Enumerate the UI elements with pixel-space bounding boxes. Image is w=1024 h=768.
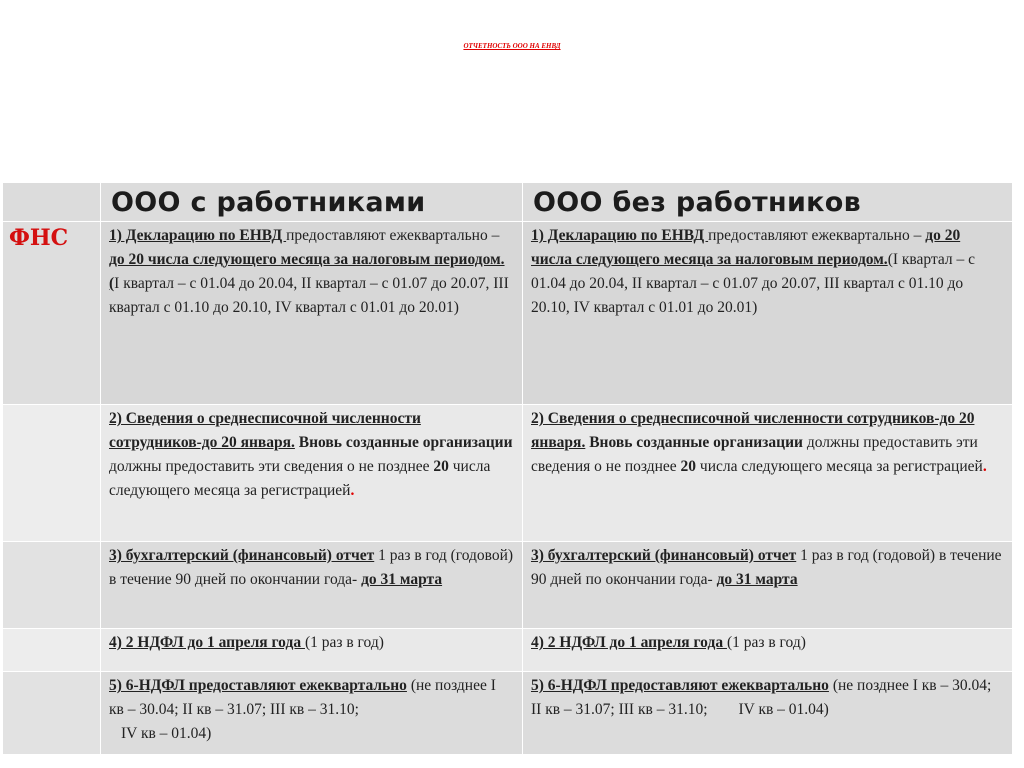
cell-end-mark: . <box>350 482 355 499</box>
cell-tail: IV кв – 01.04) <box>121 725 212 742</box>
cell-deadline: до 20 числа следующего месяца за налоговым периодом. <box>531 227 961 268</box>
cell-bold: Вновь созданные организации <box>585 434 803 451</box>
cell-text: (не позднее I кв – 30.04; II кв – 31.07; III кв – 31.10; <box>109 677 496 718</box>
cell-lead: 5) 6-НДФЛ предоставляют ежеквартально <box>531 677 829 694</box>
cell-text: (1 раз в год) <box>304 634 384 651</box>
cell-left-1 <box>101 222 523 405</box>
table-row <box>3 542 1013 629</box>
cell-text: должны предоставить эти сведения о не позднее <box>109 458 434 475</box>
side-cell <box>3 542 101 629</box>
cell-tail: (I квартал – с 01.04 до 20.04, II квартал – с 01.07 до 20.07, III квартал с 01.10 до 20.10, IV квартал с 01.01 до 20.01) <box>531 251 976 316</box>
cell-right-4 <box>523 629 1013 672</box>
cell-lead: 1) Декларацию по ЕНВД <box>109 227 287 244</box>
cell-text: предоставляют ежеквартально – <box>708 227 926 244</box>
report-table <box>2 182 1013 755</box>
cell-text: 1 раз в год (годовой) в течение 90 дней по окончании года- <box>109 547 514 588</box>
cell-lead: 1) Декларацию по ЕНВД <box>531 227 709 244</box>
slide-title: ОТЧЕТНОСТЬ ООО НА ЕНВД <box>463 42 561 50</box>
col-header-without-employees: ООО без работников <box>523 183 1013 222</box>
cell-end-mark: . <box>982 458 987 475</box>
slide-header <box>0 42 1024 50</box>
cell-lead: 2) Сведения о среднесписочной численности сотрудников-до 20 января. <box>109 410 421 451</box>
cell-text: (1 раз в год) <box>726 634 806 651</box>
cell-lead: 3) бухгалтерский (финансовый) отчет <box>531 547 797 564</box>
cell-right-1 <box>523 222 1013 405</box>
cell-number: 20 <box>680 458 697 475</box>
cell-lead: 5) 6-НДФЛ предоставляют ежеквартально <box>109 677 407 694</box>
cell-text: предоставляют ежеквартально – <box>286 227 500 244</box>
row-label-fns: ФНС <box>3 222 101 405</box>
table-row <box>3 629 1013 672</box>
cell-tail: числа следующего месяца за регистрацией <box>109 458 491 499</box>
side-cell <box>3 405 101 542</box>
side-cell <box>3 629 101 672</box>
table-row <box>3 222 1013 405</box>
cell-text: (не позднее I кв – 30.04; II кв – 31.07; III кв – 31.10; IV кв – 01.04) <box>531 677 996 718</box>
cell-left-2 <box>101 405 523 542</box>
table-header-row <box>3 183 1013 222</box>
cell-right-5 <box>523 672 1013 755</box>
cell-deadline: до 31 марта <box>361 571 443 588</box>
cell-text: должны предоставить эти сведения о не позднее <box>531 434 978 475</box>
cell-lead: 4) 2 НДФЛ до 1 апреля года <box>531 634 727 651</box>
cell-deadline: до 20 числа следующего месяца за налоговым периодом.( <box>109 251 505 292</box>
cell-lead: 2) Сведения о среднесписочной численности сотрудников-до 20 января. <box>531 410 975 451</box>
cell-tail: I квартал – с 01.04 до 20.04, II квартал – с 01.07 до 20.07, III квартал с 01.10 до 20.10, IV квартал с 01.01 до 20.01) <box>109 275 509 316</box>
cell-text: 1 раз в год (годовой) в течение 90 дней по окончании года- <box>531 547 1002 588</box>
corner-cell <box>3 183 101 222</box>
cell-left-3 <box>101 542 523 629</box>
side-cell <box>3 672 101 755</box>
table-row <box>3 672 1013 755</box>
cell-deadline: до 31 марта <box>716 571 798 588</box>
cell-lead: 4) 2 НДФЛ до 1 апреля года <box>109 634 305 651</box>
cell-lead: 3) бухгалтерский (финансовый) отчет <box>109 547 375 564</box>
cell-right-2 <box>523 405 1013 542</box>
cell-bold: Вновь созданные организации <box>294 434 513 451</box>
cell-right-3 <box>523 542 1013 629</box>
col-header-with-employees: ООО с работниками <box>101 183 523 222</box>
cell-left-5 <box>101 672 523 755</box>
cell-left-4 <box>101 629 523 672</box>
cell-number: 20 <box>433 458 449 475</box>
cell-tail: числа следующего месяца за регистрацией <box>696 458 983 475</box>
table-row <box>3 405 1013 542</box>
